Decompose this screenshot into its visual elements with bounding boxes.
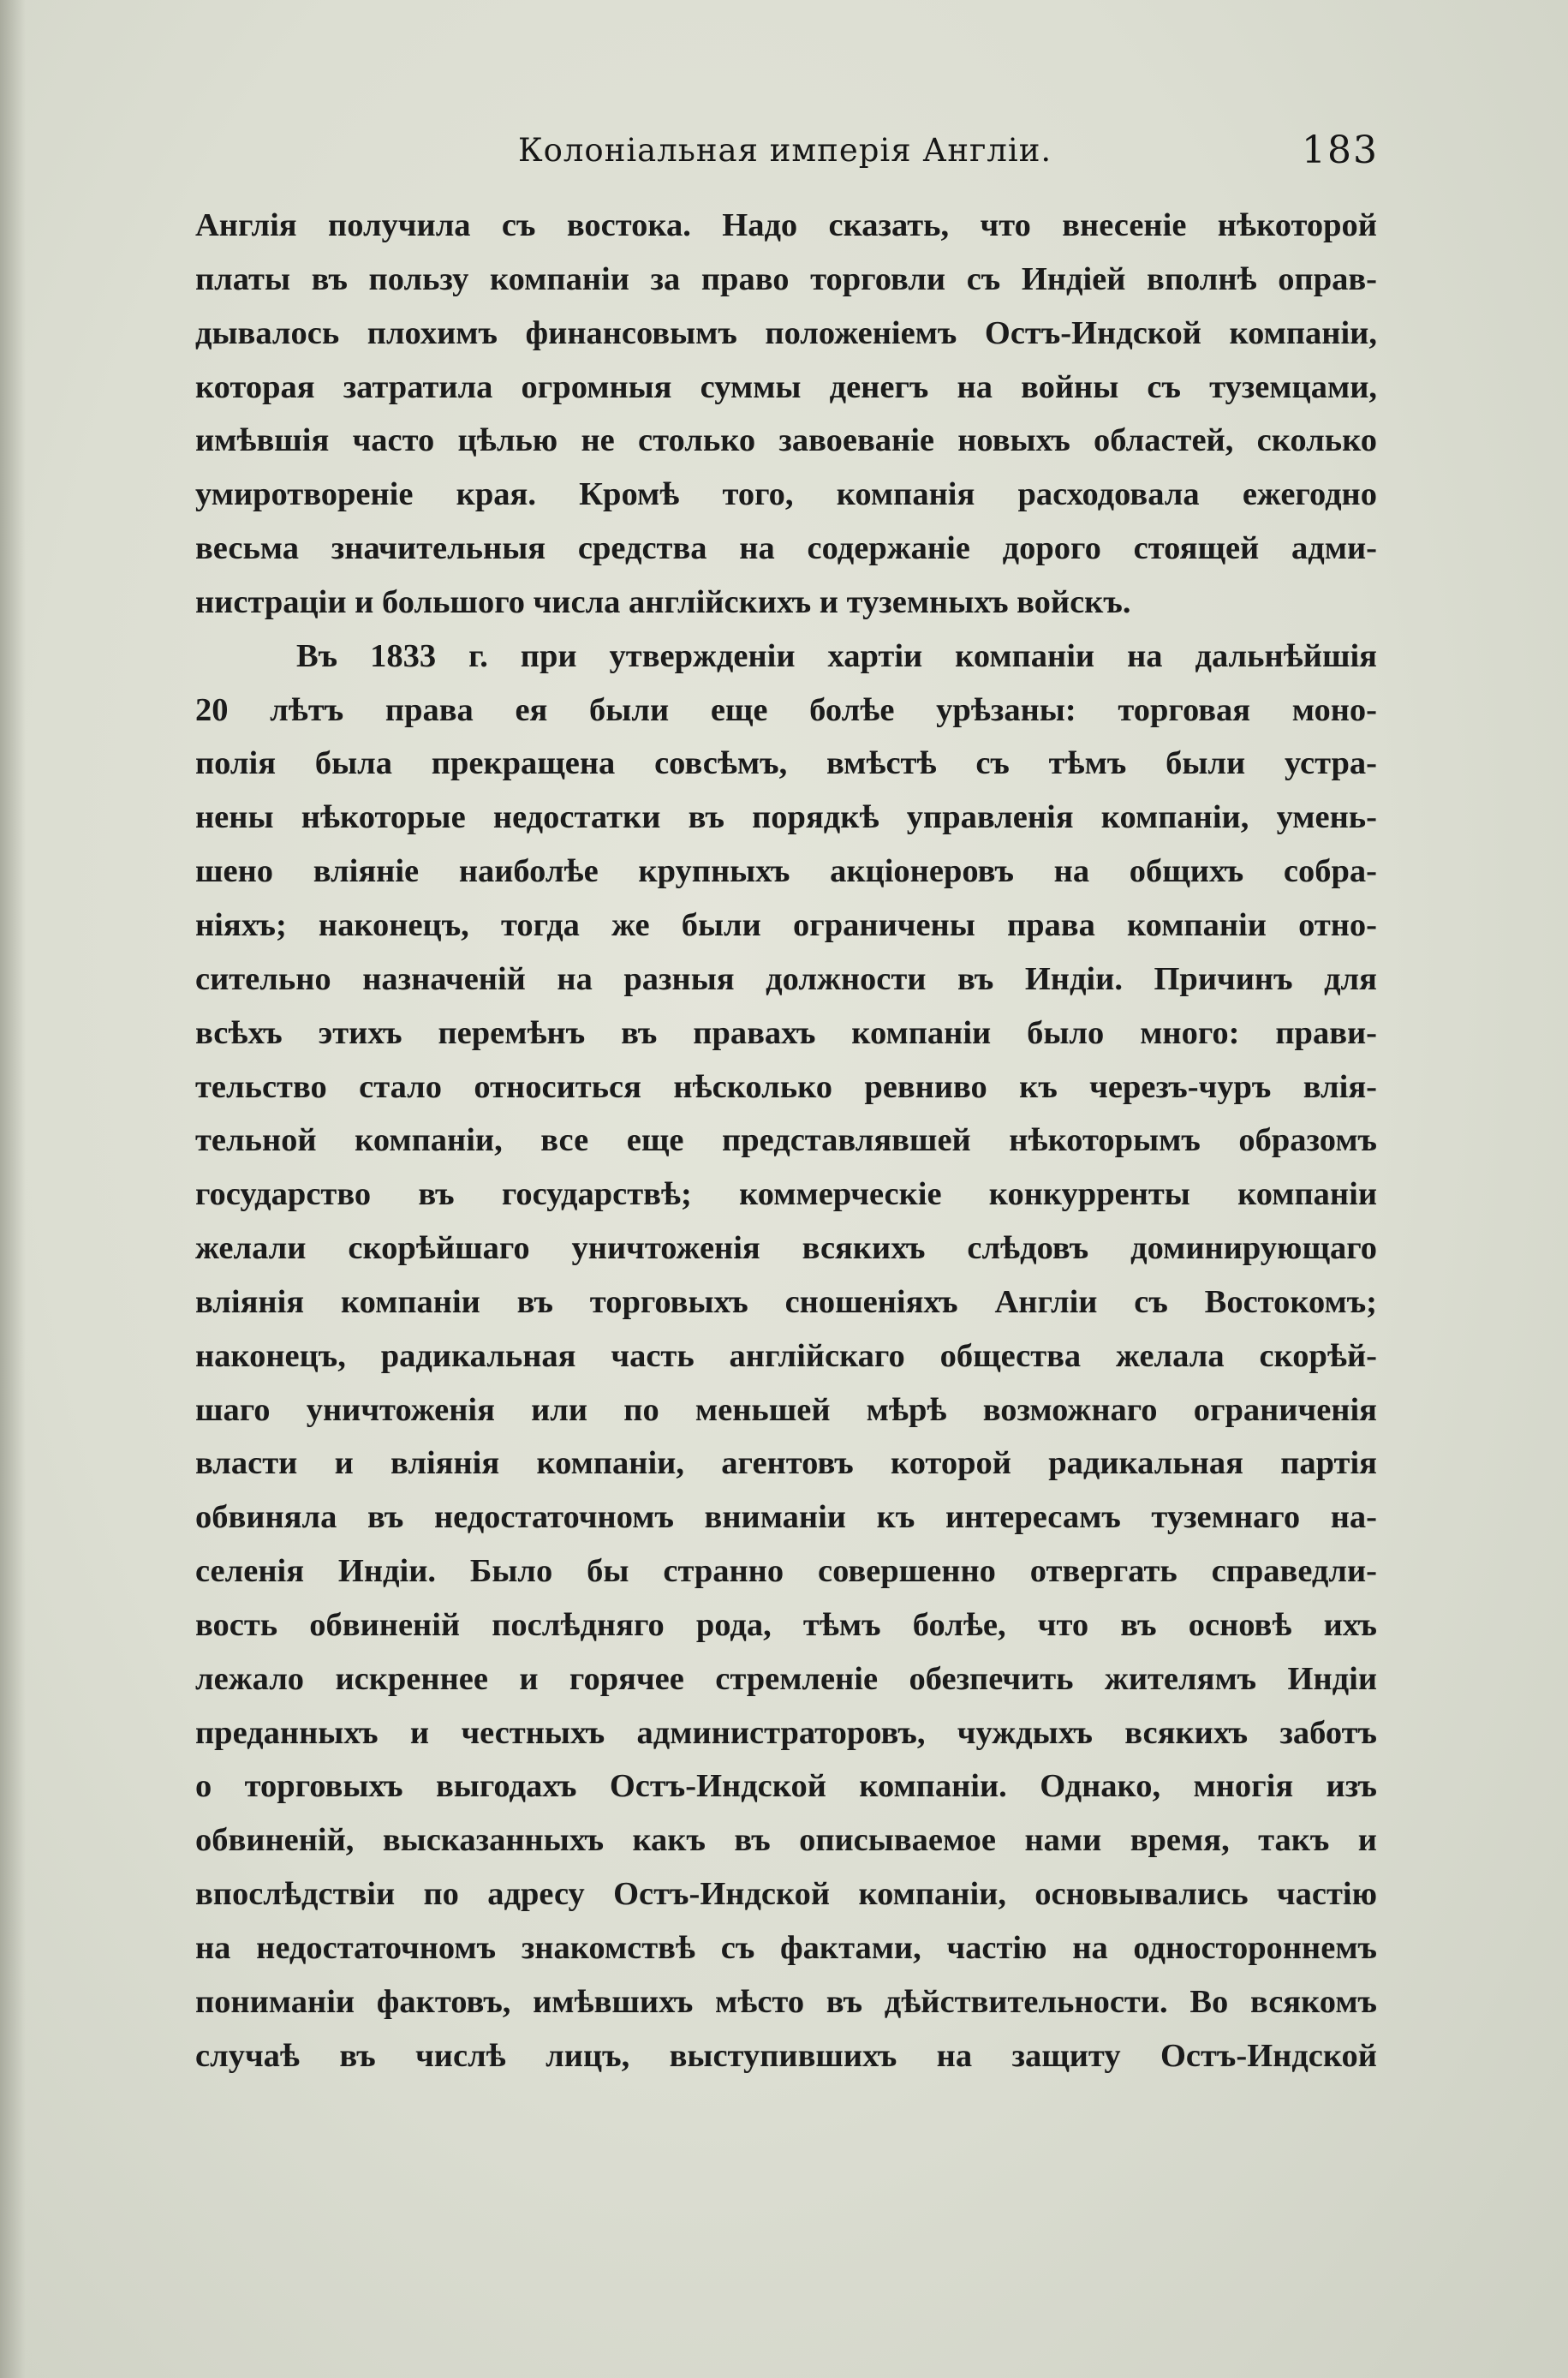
body-text	[195, 199, 1377, 2083]
text-line: дывалось плохимъ финансовымъ положеніемъ Остъ-Индской компаніи,	[195, 314, 1377, 351]
text-line: обвиненій, высказанныхъ какъ въ описываемое нами время, такъ и	[195, 1822, 1377, 1859]
text-line: обвиняла въ недостаточномъ вниманіи къ интересамъ туземнаго на-	[195, 1499, 1377, 1536]
text-line: шено вліяніе наиболѣе крупныхъ акціонеровъ на общихъ собра-	[195, 853, 1377, 890]
text-line: селенія Индіи. Было бы странно совершенно отвергать справедли-	[195, 1553, 1377, 1590]
page-header	[193, 128, 1379, 180]
text-line: нены нѣкоторые недостатки въ порядкѣ управленія компаніи, умень-	[195, 799, 1377, 836]
text-line: нистраціи и большого числа англійскихъ и туземныхъ войскъ.	[195, 583, 1131, 620]
text-line: вость обвиненій послѣдняго рода, тѣмъ болѣе, что въ основѣ ихъ	[195, 1606, 1377, 1643]
text-line: наконецъ, радикальная часть англійскаго общества желала скорѣй-	[195, 1337, 1377, 1374]
running-title: Колоніальная имперія Англіи.	[518, 132, 1052, 169]
text-line: сительно назначеній на разныя должности въ Индіи. Причинъ для	[195, 960, 1377, 997]
text-line: которая затратила огромныя суммы денегъ на войны съ туземцами,	[195, 368, 1377, 405]
paragraph-start-line: Въ 1833 г. при утвержденіи хартіи компаніи на дальнѣйшія	[296, 637, 1377, 674]
text-line: пониманіи фактовъ, имѣвшихъ мѣсто въ дѣйствительности. Во всякомъ	[195, 1983, 1377, 2020]
text-line: умиротвореніе края. Кромѣ того, компанія расходовала ежегодно	[195, 476, 1377, 513]
text-line: на недостаточномъ знакомствѣ съ фактами, частію на одностороннемъ	[195, 1930, 1377, 1966]
text-line: шаго уничтоженія или по меньшей мѣрѣ возможнаго ограниченія	[195, 1391, 1377, 1428]
text-line: преданныхъ и честныхъ администраторовъ, чуждыхъ всякихъ заботъ	[195, 1714, 1377, 1751]
text-line: государство въ государствѣ; коммерческіе конкурренты компаніи	[195, 1176, 1377, 1213]
text-line: тельство стало относиться нѣсколько ревниво къ черезъ-чуръ влія-	[195, 1068, 1377, 1105]
text-line: желали скорѣйшаго уничтоженія всякихъ слѣдовъ доминирующаго	[195, 1230, 1377, 1267]
text-line: 20 лѣтъ права ея были еще болѣе урѣзаны: торговая моно-	[195, 691, 1377, 728]
text-line: вліянія компаніи въ торговыхъ сношеніяхъ Англіи съ Востокомъ;	[195, 1283, 1377, 1320]
text-line: Англія получила съ востока. Надо сказать, что внесеніе нѣкоторой	[195, 207, 1377, 243]
text-line: случаѣ въ числѣ лицъ, выступившихъ на защиту Остъ-Индской	[195, 2037, 1377, 2074]
text-line: впослѣдствіи по адресу Остъ-Индской компаніи, основывались частію	[195, 1876, 1377, 1913]
text-line: полія была прекращена совсѣмъ, вмѣстѣ съ тѣмъ были устра-	[195, 745, 1377, 782]
text-line: весьма значительныя средства на содержаніе дорого стоящей адми-	[195, 530, 1377, 567]
text-line: о торговыхъ выгодахъ Остъ-Индской компаніи. Однако, многія изъ	[195, 1768, 1377, 1805]
text-line: платы въ пользу компаніи за право торговли съ Индіей вполнѣ оправ-	[195, 260, 1377, 297]
text-line: тельной компаніи, все еще представлявшей нѣкоторымъ образомъ	[195, 1122, 1377, 1159]
text-line: власти и вліянія компаніи, агентовъ которой радикальная партія	[195, 1445, 1377, 1482]
text-line: лежало искреннее и горячее стремленіе обезпечить жителямъ Индіи	[195, 1660, 1377, 1697]
page-number: 183	[1302, 128, 1379, 172]
text-line: ніяхъ; наконецъ, тогда же были ограничены права компаніи отно-	[195, 906, 1377, 943]
text-line: имѣвшія часто цѣлью не столько завоеваніе новыхъ областей, сколько	[195, 422, 1377, 459]
text-line: всѣхъ этихъ перемѣнъ въ правахъ компаніи было много: прави-	[195, 1014, 1377, 1051]
page-edge-shadow	[0, 0, 26, 2378]
